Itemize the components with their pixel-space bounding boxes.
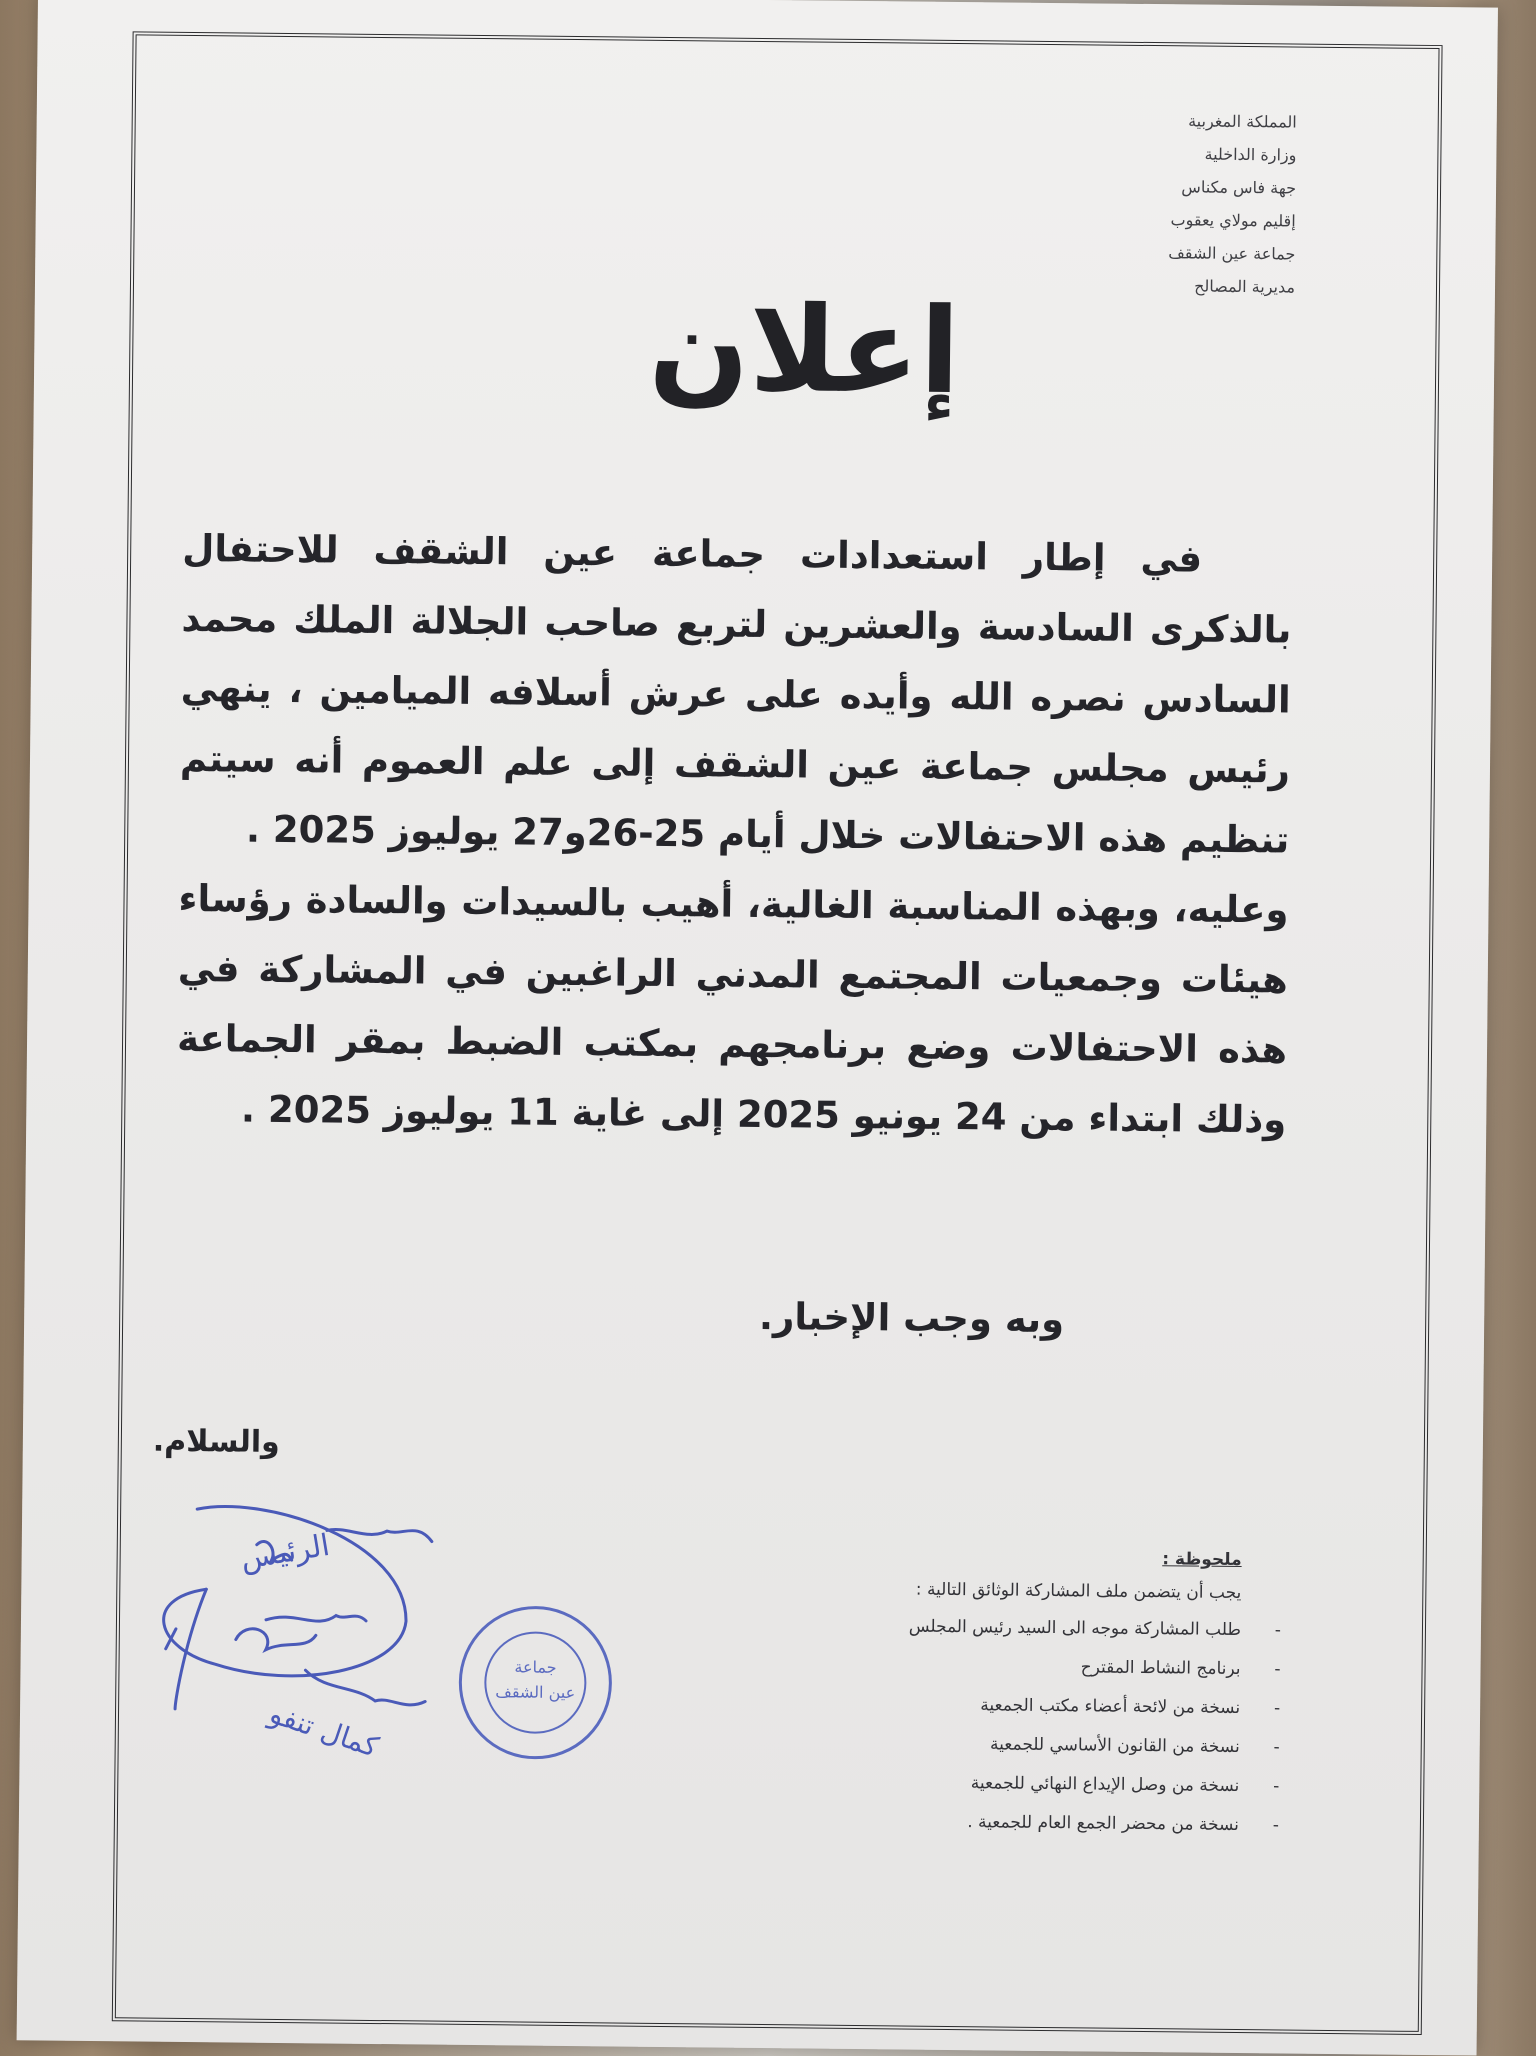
- paragraph-1: في إطار استعدادات جماعة عين الشقف للاحتفال بالذكرى السادسة والعشرين لتربع صاحب الجلالة الملك محمد السادس نصره الله وأيده على عرش أسلافه الميامين ، ينهي رئيس مجلس جماعة عين الشقف إلى علم العموم أنه سيتم تنظيم هذه الاحتفالات خلال أيام 25-26و27 يوليوز 2025 .: [179, 526, 1292, 862]
- list-item: - نسخة من لائحة أعضاء مكتب الجمعية: [980, 1695, 1281, 1719]
- header-line: جماعة عين الشقف: [1168, 243, 1296, 264]
- list-item: - طلب المشاركة موجه الى السيد رئيس المجلس: [908, 1616, 1282, 1641]
- list-item: - برنامج النشاط المقترح: [1080, 1657, 1281, 1680]
- salutation: والسلام.: [152, 1423, 280, 1460]
- header-line: مديرية المصالح: [1194, 276, 1296, 297]
- note-intro: يجب أن يتضمن ملف المشاركة الوثائق التالية :: [915, 1579, 1242, 1604]
- header-line: وزارة الداخلية: [1204, 144, 1297, 165]
- signature-and-stamp: [144, 1499, 627, 1774]
- stamp-inner-1: جماعة: [514, 1657, 557, 1677]
- signature-graphic: [144, 1499, 627, 1774]
- header-line: المملكة المغربية: [1188, 111, 1297, 132]
- signature-role: الرئيس: [237, 1527, 333, 1578]
- header-line: إقليم مولاي يعقوب: [1170, 210, 1296, 231]
- list-item: - نسخة من القانون الأساسي للجمعية: [989, 1734, 1280, 1758]
- list-item: - نسخة من وصل الإيداع النهائي للجمعية: [970, 1773, 1280, 1797]
- header-line: جهة فاس مكناس: [1181, 177, 1297, 198]
- required-documents-list: [819, 1607, 1282, 1845]
- list-item: - نسخة من محضر الجمع العام للجمعية .: [967, 1812, 1280, 1836]
- closing-line: وبه وجب الإخبار.: [758, 1294, 1065, 1342]
- document-sheet: [17, 0, 1498, 2056]
- note-title: ملحوظة :: [1162, 1549, 1242, 1571]
- government-header: [1055, 103, 1297, 304]
- stamp-inner-2: عين الشقف: [495, 1682, 576, 1703]
- signature-name: كمال تنفو: [265, 1696, 383, 1764]
- announcement-body: [176, 514, 1293, 1156]
- note-block: [819, 1541, 1282, 1845]
- paragraph-2: وعليه، وبهذه المناسبة الغالية، أهيب بالسيدات والسادة رؤساء هيئات وجمعيات المجتمع المدني الراغبين في المشاركة في هذه الاحتفالات وضع برنامجهم بمكتب الضبط بمقر الجماعة وذلك ابتداء من 24 يونيو 2025 إلى غاية 11 يوليوز 2025 .: [176, 876, 1289, 1142]
- document-title: إعلان: [647, 278, 961, 421]
